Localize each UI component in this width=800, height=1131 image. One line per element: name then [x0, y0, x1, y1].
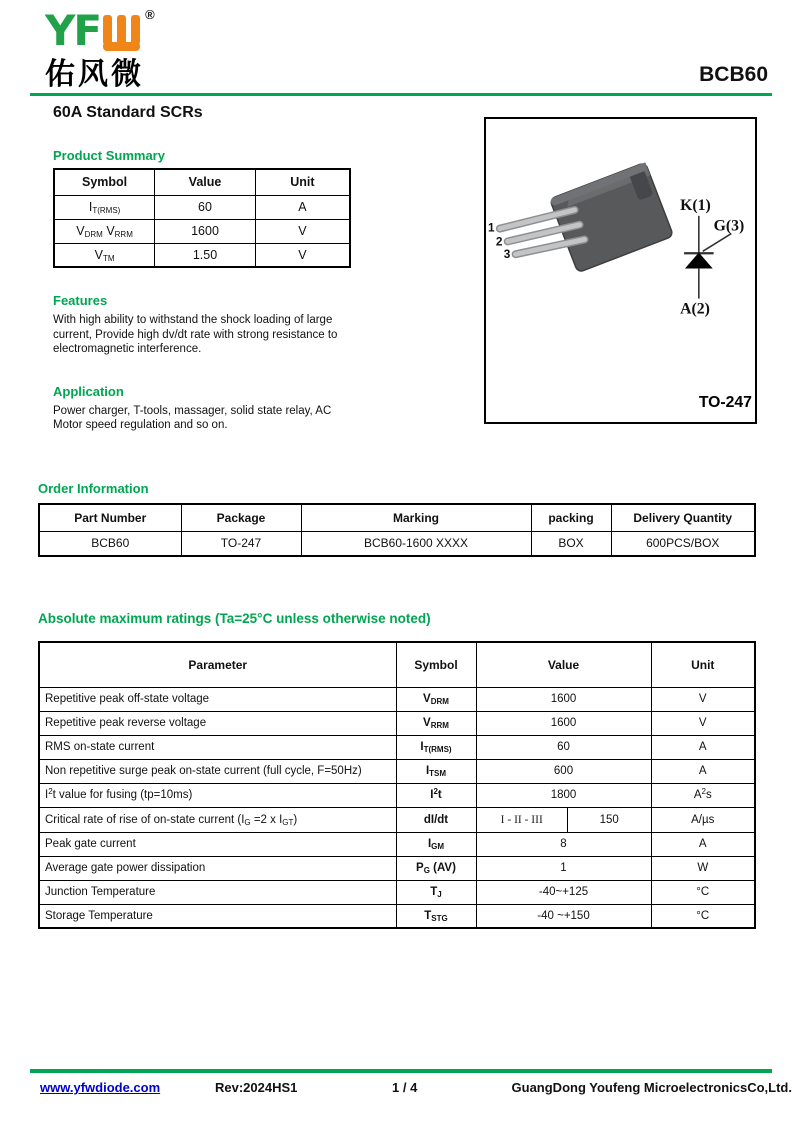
symbol-label-anode: A(2) — [680, 300, 710, 318]
table-cell: $A^2s$ — [651, 783, 755, 807]
table-cell: Average gate power dissipation — [39, 856, 396, 880]
table-header-row — [54, 169, 350, 195]
table-row — [39, 711, 755, 735]
column-header: Symbol — [396, 642, 476, 687]
table-cell — [476, 807, 651, 832]
column-header: packing — [531, 504, 611, 531]
table-cell: RMS on-state current — [39, 735, 396, 759]
table-cell: Critical rate of rise of on-state current ($I_G =2$ x $I_{GT}$) — [39, 807, 396, 832]
symbol-label-gate: G(3) — [713, 217, 745, 235]
section-heading-application: Application — [53, 383, 124, 399]
table-cell: °C — [651, 880, 755, 904]
company-logo — [45, 6, 155, 92]
split-value-number: 150 — [567, 808, 651, 832]
table-cell: -40 ~+150 — [476, 904, 651, 928]
section-heading-ratings: Absolute maximum ratings (Ta=25°C unless otherwise noted) — [38, 611, 431, 626]
table-cell: -40~+125 — [476, 880, 651, 904]
page-title: 60A Standard SCRs — [53, 104, 203, 121]
left-column — [53, 148, 373, 433]
table-cell: A/µs — [651, 807, 755, 832]
column-header: Marking — [301, 504, 531, 531]
table-cell: $P_G$ (AV) — [396, 856, 476, 880]
pin-label: 3 — [503, 247, 511, 262]
table-cell: $I^2t$ value for fusing (tp=10ms) — [39, 783, 396, 807]
table-cell: Peak gate current — [39, 832, 396, 856]
split-value-mode: I - II - III — [500, 813, 543, 826]
ratings-section — [38, 611, 754, 929]
table-cell: $V_{DRM}$ $V_{RRM}$ — [54, 219, 155, 243]
column-header: Unit — [651, 642, 755, 687]
table-cell: 60 — [476, 735, 651, 759]
table-header-row — [39, 642, 755, 687]
product-summary-table — [53, 168, 351, 268]
table-cell: 1.50 — [155, 243, 256, 267]
table-cell: Storage Temperature — [39, 904, 396, 928]
ratings-table — [38, 641, 756, 929]
package-drawing — [486, 119, 755, 422]
table-row — [54, 243, 350, 267]
table-row — [39, 904, 755, 928]
column-header: Value — [476, 642, 651, 687]
table-cell: $I_{T(RMS)}$ — [54, 195, 155, 219]
section-heading-product-summary: Product Summary — [53, 148, 165, 163]
revision-label: Rev:2024HS1 — [215, 1080, 298, 1095]
table-cell: Non repetitive surge peak on-state current (full cycle, F=50Hz) — [39, 759, 396, 783]
table-cell: W — [651, 856, 755, 880]
table-cell: Junction Temperature — [39, 880, 396, 904]
table-cell: BOX — [531, 531, 611, 556]
column-header: Part Number — [39, 504, 181, 531]
package-name: TO-247 — [698, 393, 752, 411]
footer-rule — [30, 1069, 772, 1073]
table-cell: A — [651, 832, 755, 856]
column-header: Symbol — [54, 169, 155, 195]
table-cell: BCB60-1600 XXXX — [301, 531, 531, 556]
section-heading-features: Features — [53, 293, 108, 308]
table-cell: °C — [651, 904, 755, 928]
table-row — [39, 832, 755, 856]
table-cell: 60 — [155, 195, 256, 219]
logo-latin — [45, 6, 155, 57]
package-figure — [484, 117, 757, 424]
table-cell: 1600 — [476, 687, 651, 711]
table-row — [39, 807, 755, 832]
table-cell: $I_{T(RMS)}$ — [396, 735, 476, 759]
order-information-section — [38, 481, 754, 557]
table-cell: $V_{DRM}$ — [396, 687, 476, 711]
table-row — [54, 195, 350, 219]
order-information-table — [38, 503, 756, 557]
page-number: 1 / 4 — [392, 1080, 418, 1095]
company-name: GuangDong Youfeng MicroelectronicsCo,Ltd. — [511, 1080, 792, 1095]
column-header: Value — [155, 169, 256, 195]
column-header: Package — [181, 504, 301, 531]
table-cell: $I^2t$ — [396, 783, 476, 807]
table-cell: A — [651, 735, 755, 759]
header-rule — [30, 93, 772, 96]
table-row — [39, 687, 755, 711]
table-cell: 600PCS/BOX — [611, 531, 755, 556]
table-cell: $T_{STG}$ — [396, 904, 476, 928]
section-heading-order-information: Order Information — [38, 481, 149, 496]
table-cell: BCB60 — [39, 531, 181, 556]
table-cell: 1600 — [155, 219, 256, 243]
column-header: Unit — [255, 169, 350, 195]
website-link[interactable]: www.yfwdiode.com — [40, 1080, 161, 1095]
symbol-label-cathode: K(1) — [680, 196, 711, 214]
table-row — [39, 735, 755, 759]
pin-label: 1 — [487, 220, 495, 235]
table-row — [39, 856, 755, 880]
table-row — [39, 759, 755, 783]
registered-trademark-icon: ® — [145, 7, 155, 22]
table-cell: $V_{RRM}$ — [396, 711, 476, 735]
logo-yf-text: YF — [45, 6, 101, 55]
table-cell: A — [255, 195, 350, 219]
package-body — [550, 162, 674, 272]
pin-label: 2 — [495, 234, 503, 249]
table-cell: Repetitive peak off-state voltage — [39, 687, 396, 711]
table-cell: 600 — [476, 759, 651, 783]
table-cell: $I_{TSM}$ — [396, 759, 476, 783]
part-number: BCB60 — [699, 63, 768, 86]
table-row — [39, 880, 755, 904]
table-cell: $V_{TM}$ — [54, 243, 155, 267]
table-cell: V — [255, 219, 350, 243]
table-header-row — [39, 504, 755, 531]
table-cell: V — [651, 687, 755, 711]
table-cell: 1800 — [476, 783, 651, 807]
table-cell: dI/dt — [396, 807, 476, 832]
table-row — [54, 219, 350, 243]
table-row — [39, 531, 755, 556]
table-cell: 1 — [476, 856, 651, 880]
features-text: With high ability to withstand the shock loading of large current, Provide high dv/dt rate with strong resistance to electromagnetic interference. — [53, 314, 338, 356]
column-header: Delivery Quantity — [611, 504, 755, 531]
table-cell: $I_{GM}$ — [396, 832, 476, 856]
column-header: Parameter — [39, 642, 396, 687]
table-cell: $T_J$ — [396, 880, 476, 904]
application-text: Power charger, T-tools, massager, solid state relay, AC Motor speed regulation and so on. — [53, 404, 332, 432]
split-value — [477, 808, 651, 832]
table-cell: 1600 — [476, 711, 651, 735]
logo-chinese-text: 佑风微 — [45, 57, 144, 92]
table-cell: V — [651, 711, 755, 735]
table-cell: Repetitive peak reverse voltage — [39, 711, 396, 735]
table-cell: TO-247 — [181, 531, 301, 556]
table-cell: 8 — [476, 832, 651, 856]
table-cell: A — [651, 759, 755, 783]
table-cell: V — [255, 243, 350, 267]
logo-w-icon — [102, 15, 142, 57]
table-row — [39, 783, 755, 807]
